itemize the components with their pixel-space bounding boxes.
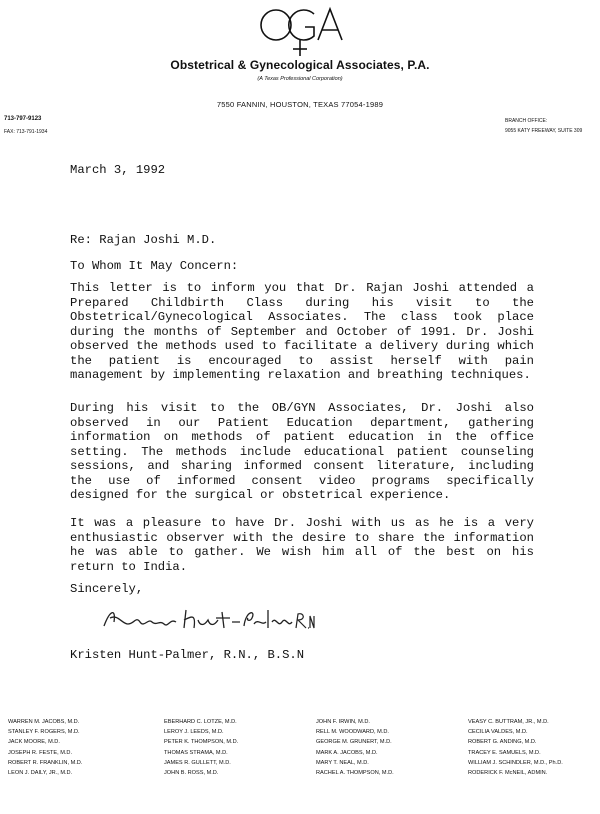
staff-name: MARK A. JACOBS, M.D.: [316, 749, 378, 756]
letter-paragraph: It was a pleasure to have Dr. Joshi with us as he is a very enthusiastic observer with the desire to share the information he was able to gather. We wish him all of the best on his return to India.: [70, 516, 534, 574]
letter-salutation: To Whom It May Concern:: [70, 259, 239, 273]
staff-name: JOHN F. IRWIN, M.D.: [316, 719, 370, 725]
staff-name: TRACEY E. SAMUELS, M.D.: [468, 749, 541, 756]
staff-name: JACK MOORE, M.D.: [8, 739, 60, 746]
oga-logo: [250, 4, 350, 58]
staff-column: [8, 717, 82, 778]
staff-name: ROBERT G. ANDING, M.D.: [468, 739, 537, 746]
signer-name: Kristen Hunt-Palmer, R.N., B.S.N: [70, 648, 305, 662]
fax-number: FAX: 713-791-1934: [4, 129, 48, 135]
firm-name: Obstetrical & Gynecological Associates, P.A.: [170, 58, 430, 72]
letter-paragraph: This letter is to inform you that Dr. Rajan Joshi attended a Prepared Childbirth Class during his visit to the Obstetrical/Gynecological Associates. The class took place during the months of September and October of 1991. Dr. Joshi observed the methods used to facilitate a delivery during which the patient is encouraged to assist herself with pain management by implementing relaxation and breathing techniques.: [70, 281, 534, 382]
branch-office-address: 9055 KATY FREEWAY, SUITE 309: [505, 128, 583, 134]
staff-name: PETER K. THOMPSON, M.D.: [164, 739, 239, 746]
branch-office-label: BRANCH OFFICE:: [505, 118, 548, 124]
staff-name: STANLEY F. ROGERS, M.D.: [8, 729, 80, 736]
staff-column: [316, 717, 394, 778]
letter-subject: Re: Rajan Joshi M.D.: [70, 233, 217, 247]
staff-name: JOSEPH R. FESTE, M.D.: [8, 749, 73, 756]
staff-name: THOMAS STRAMA, M.D.: [164, 749, 228, 756]
staff-name: VEASY C. BUTTRAM, JR., M.D.: [468, 719, 549, 725]
letter-closing: Sincerely,: [70, 582, 144, 596]
staff-name: EBERHARD C. LOTZE, M.D.: [164, 719, 237, 725]
staff-name: WARREN M. JACOBS, M.D.: [8, 719, 80, 725]
letter-date: March 3, 1992: [70, 163, 166, 177]
staff-name: ROBERT R. FRANKLIN, M.D.: [8, 759, 83, 766]
staff-name: LEROY J. LEEDS, M.D.: [164, 729, 224, 736]
staff-name: RODERICK F. McNEIL, ADMIN.: [468, 770, 548, 777]
staff-name: GEORGE M. GRUNERT, M.D.: [316, 739, 392, 746]
staff-name: RELL M. WOODWARD, M.D.: [316, 729, 389, 736]
phone-number: 713-797-9123: [4, 116, 42, 122]
letter-paragraph: During his visit to the OB/GYN Associates, Dr. Joshi also observed in our Patient Education department, gathering information on methods of patient education in the office setting. The methods include educational patient counseling sessions, and sharing informed consent literature, including the use of informed consent video programs specifically designed for the surgical or obstetrical experience.: [70, 401, 534, 502]
firm-address: 7550 FANNIN, HOUSTON, TEXAS 77054-1989: [216, 100, 384, 109]
staff-name: RACHEL A. THOMPSON, M.D.: [316, 770, 394, 777]
staff-name: JAMES R. GULLETT, M.D.: [164, 759, 231, 766]
staff-column: [164, 717, 238, 778]
staff-name: CECILIA VALDES, M.D.: [468, 729, 528, 736]
staff-name: JOHN B. ROSS, M.D.: [164, 770, 219, 777]
handwritten-signature: [100, 604, 315, 636]
staff-name: MARY T. NEAL, M.D.: [316, 759, 369, 766]
staff-name: LEON J. DAILY, JR., M.D.: [8, 770, 73, 777]
staff-column: [468, 717, 563, 778]
firm-subtitle: (A Texas Professional Corporation): [257, 76, 343, 82]
staff-name: WILLIAM J. SCHINDLER, M.D., Ph.D.: [468, 759, 563, 766]
